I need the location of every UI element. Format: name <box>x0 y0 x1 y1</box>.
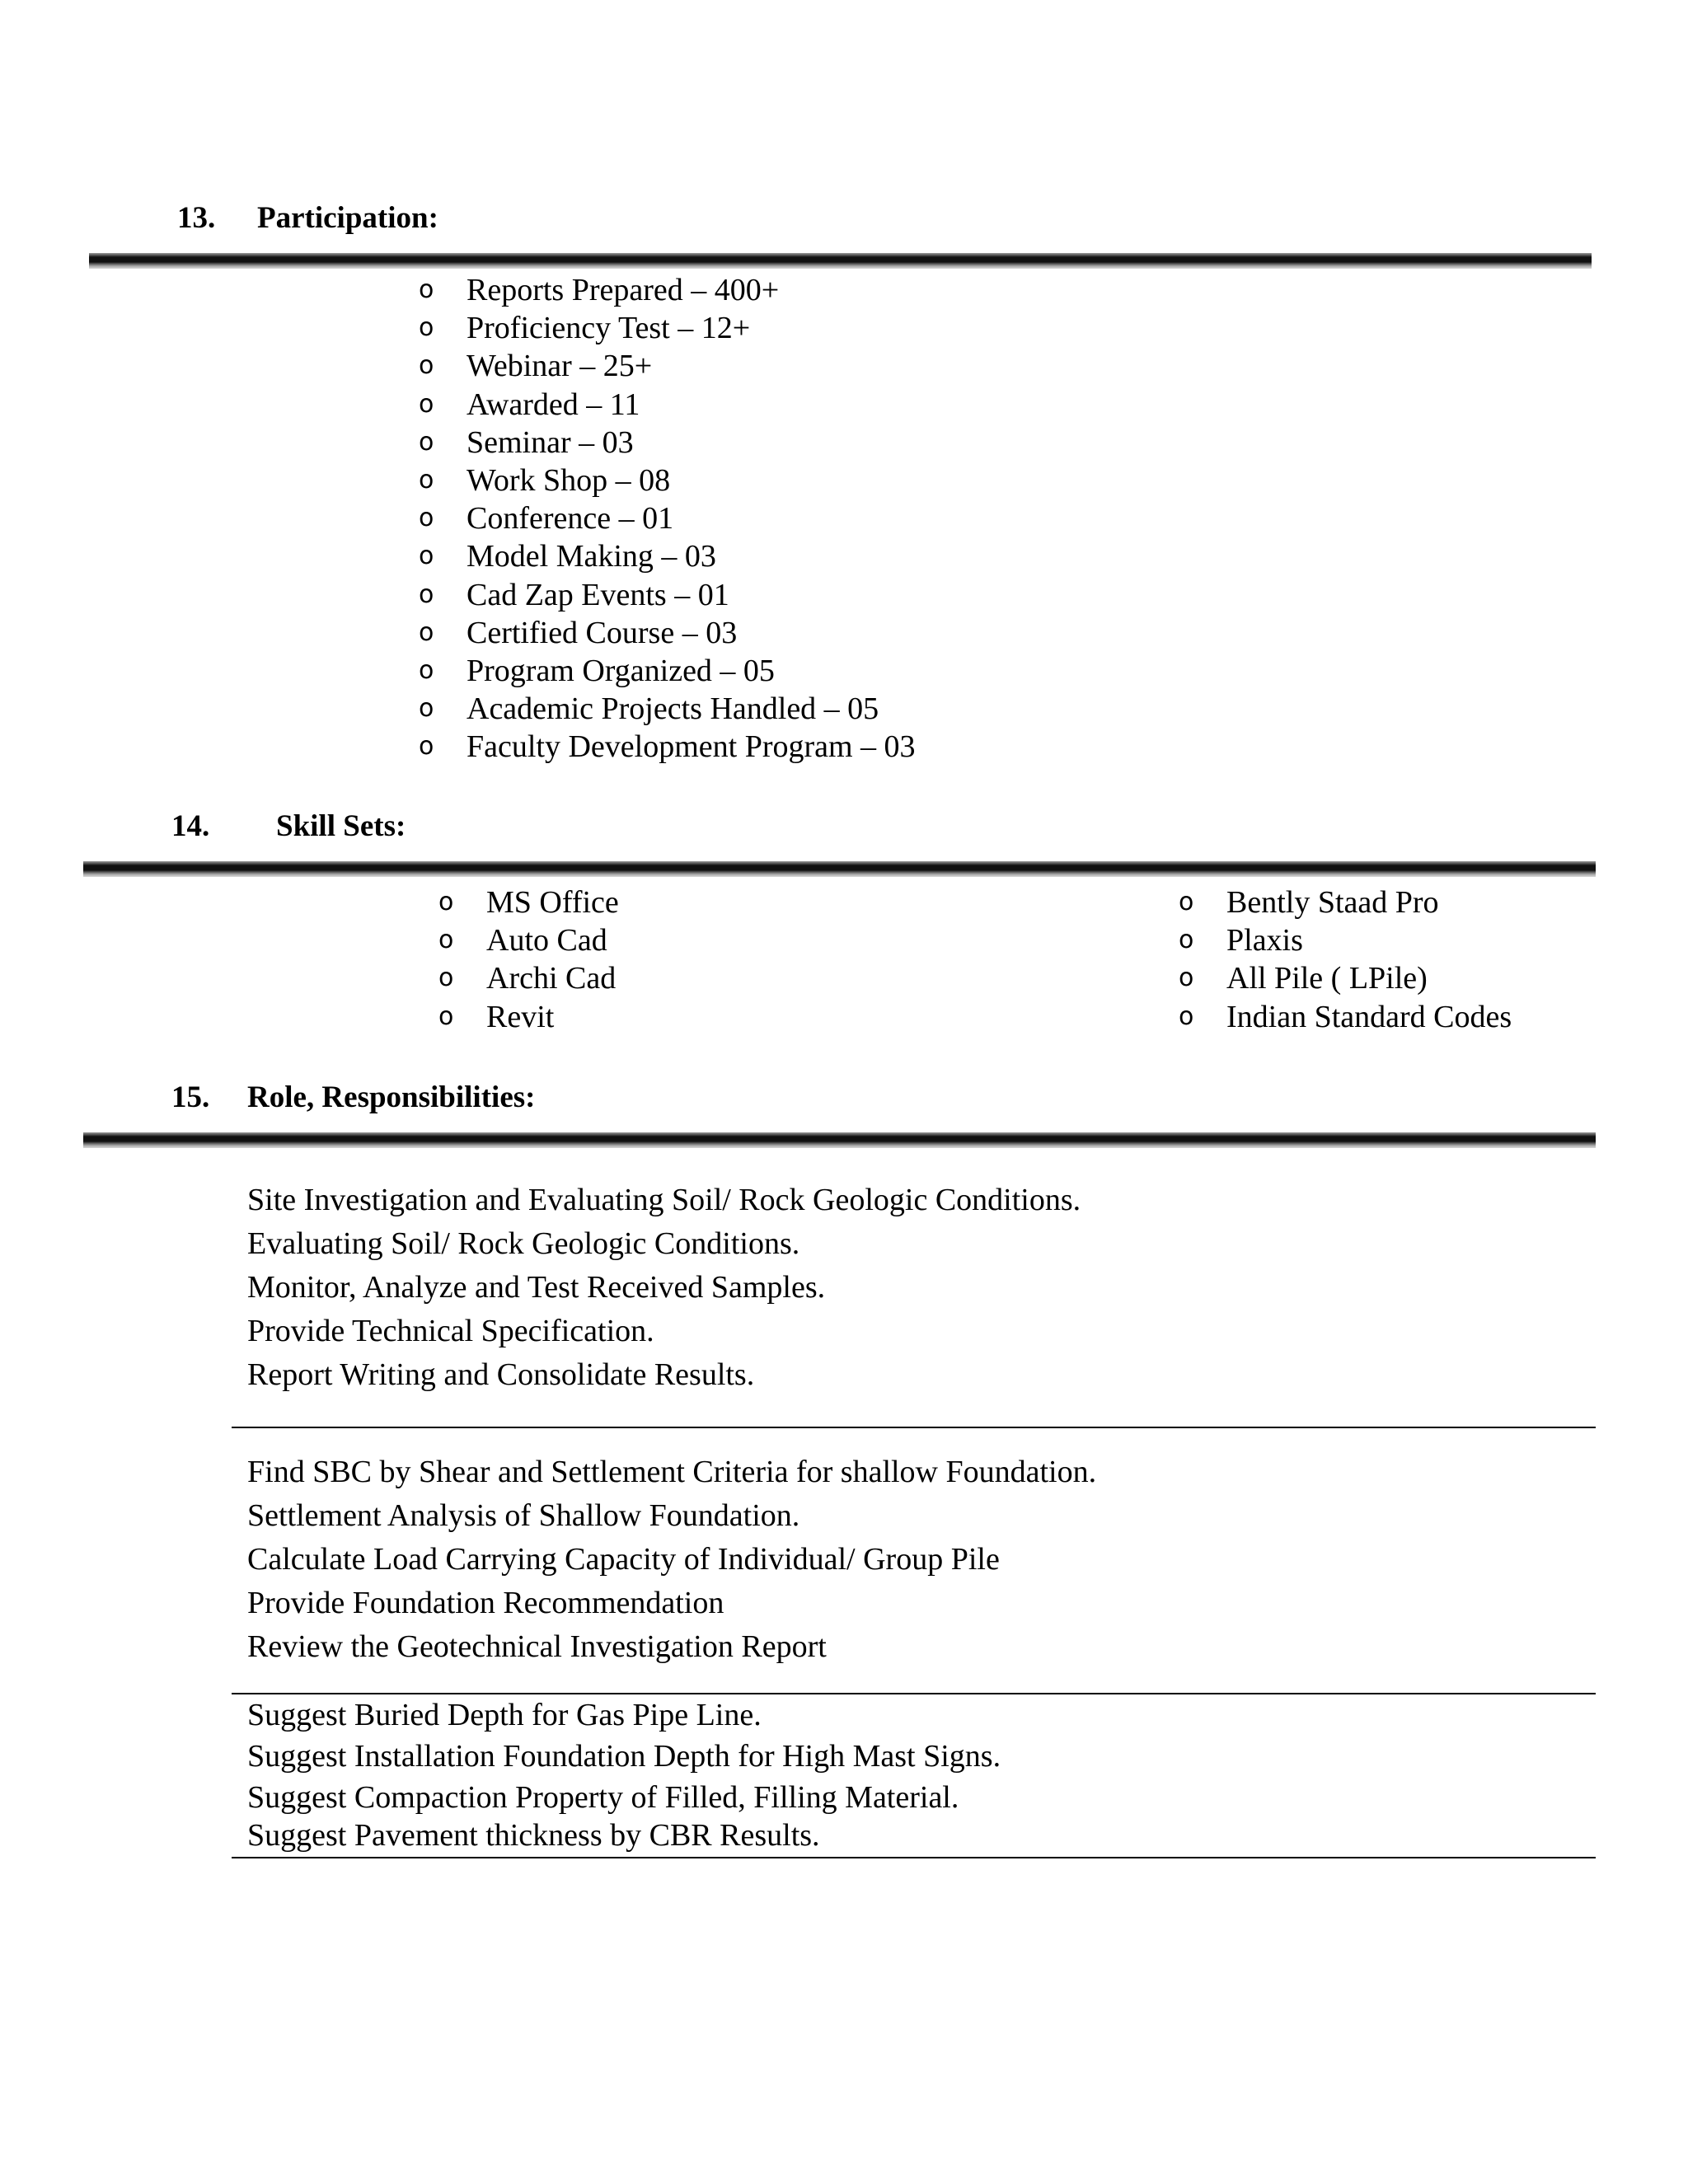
bullet-icon: o <box>419 504 434 533</box>
list-item: o Webinar – 25+ <box>419 347 427 385</box>
bullet-icon: o <box>1179 888 1194 916</box>
participation-list <box>419 271 916 766</box>
responsibilities-group-2 <box>247 1451 1096 1669</box>
list-item: o Work Shop – 08 <box>419 462 427 499</box>
group-divider <box>232 1857 1596 1858</box>
bullet-icon: o <box>419 313 434 343</box>
list-item: Provide Foundation Recommendation <box>247 1586 724 1620</box>
section-title: Role, Responsibilities: <box>247 1080 536 1114</box>
list-item: Settlement Analysis of Shallow Foundation. <box>247 1498 800 1533</box>
list-item: Suggest Pavement thickness by CBR Results. <box>247 1818 820 1853</box>
section-number: 13. <box>177 201 216 235</box>
list-item: o Certified Course – 03 <box>419 614 427 652</box>
bullet-icon: o <box>419 541 434 571</box>
list-item: Monitor, Analyze and Test Received Samples. <box>247 1270 826 1305</box>
list-item: o Bently Staad Pro <box>1179 883 1187 921</box>
bullet-icon: o <box>1179 963 1194 993</box>
responsibilities-group-1 <box>247 1179 1081 1397</box>
list-item: o All Pile ( LPile) <box>1179 959 1187 997</box>
list-item: o Auto Cad <box>438 921 447 959</box>
bullet-icon: o <box>1179 926 1194 955</box>
bullet-icon: o <box>419 351 434 381</box>
list-item: o Model Making – 03 <box>419 537 427 575</box>
list-item: Site Investigation and Evaluating Soil/ Rock Geologic Conditions. <box>247 1183 1081 1217</box>
section-13-divider <box>89 253 1592 269</box>
list-item: Calculate Load Carrying Capacity of Individual/ Group Pile <box>247 1542 1000 1577</box>
bullet-icon: o <box>1179 1001 1194 1031</box>
list-item: o Reports Prepared – 400+ <box>419 271 427 309</box>
list-item: Provide Technical Specification. <box>247 1314 654 1348</box>
section-14-divider <box>83 861 1596 877</box>
list-item: o Plaxis <box>1179 921 1187 959</box>
list-item: Evaluating Soil/ Rock Geologic Conditions. <box>247 1226 800 1261</box>
bullet-icon: o <box>419 732 434 762</box>
list-item: Review the Geotechnical Investigation Report <box>247 1629 827 1664</box>
bullet-icon: o <box>419 656 434 686</box>
bullet-icon: o <box>419 427 434 457</box>
bullet-icon: o <box>419 694 434 724</box>
bullet-icon: o <box>419 617 434 647</box>
list-item: Suggest Buried Depth for Gas Pipe Line. <box>247 1698 762 1732</box>
section-number: 15. <box>171 1080 210 1114</box>
bullet-icon: o <box>438 1001 454 1031</box>
list-item: Report Writing and Consolidate Results. <box>247 1357 755 1392</box>
list-item: Suggest Compaction Property of Filled, Filling Material. <box>247 1780 959 1815</box>
list-item: Find SBC by Shear and Settlement Criteria for shallow Foundation. <box>247 1455 1097 1489</box>
bullet-icon: o <box>419 389 434 419</box>
list-item: o Proficiency Test – 12+ <box>419 309 427 347</box>
list-item: Suggest Installation Foundation Depth for High Mast Signs. <box>247 1739 1001 1774</box>
skill-list-left <box>438 883 619 1036</box>
section-title: Skill Sets: <box>276 809 406 843</box>
bullet-icon: o <box>438 888 454 916</box>
list-item: o Faculty Development Program – 03 <box>419 728 427 766</box>
list-item: o Program Organized – 05 <box>419 652 427 690</box>
list-item: o Indian Standard Codes <box>1179 998 1187 1036</box>
list-item: o Archi Cad <box>438 959 447 997</box>
list-item: o Cad Zap Events – 01 <box>419 576 427 614</box>
bullet-icon: o <box>419 579 434 609</box>
skill-list-right <box>1179 883 1512 1036</box>
list-item: o MS Office <box>438 883 447 921</box>
list-item: o Awarded – 11 <box>419 386 427 424</box>
section-number: 14. <box>171 809 210 843</box>
list-item: o Conference – 01 <box>419 499 427 537</box>
list-item: o Seminar – 03 <box>419 424 427 462</box>
responsibilities-group-3 <box>247 1694 1001 1853</box>
section-15-divider <box>83 1132 1596 1148</box>
bullet-icon: o <box>419 275 434 304</box>
bullet-icon: o <box>438 963 454 993</box>
list-item: o Revit <box>438 998 447 1036</box>
list-item: o Academic Projects Handled – 05 <box>419 690 427 728</box>
group-divider <box>232 1427 1596 1428</box>
section-title: Participation: <box>257 201 438 235</box>
bullet-icon: o <box>438 926 454 955</box>
bullet-icon: o <box>419 466 434 495</box>
